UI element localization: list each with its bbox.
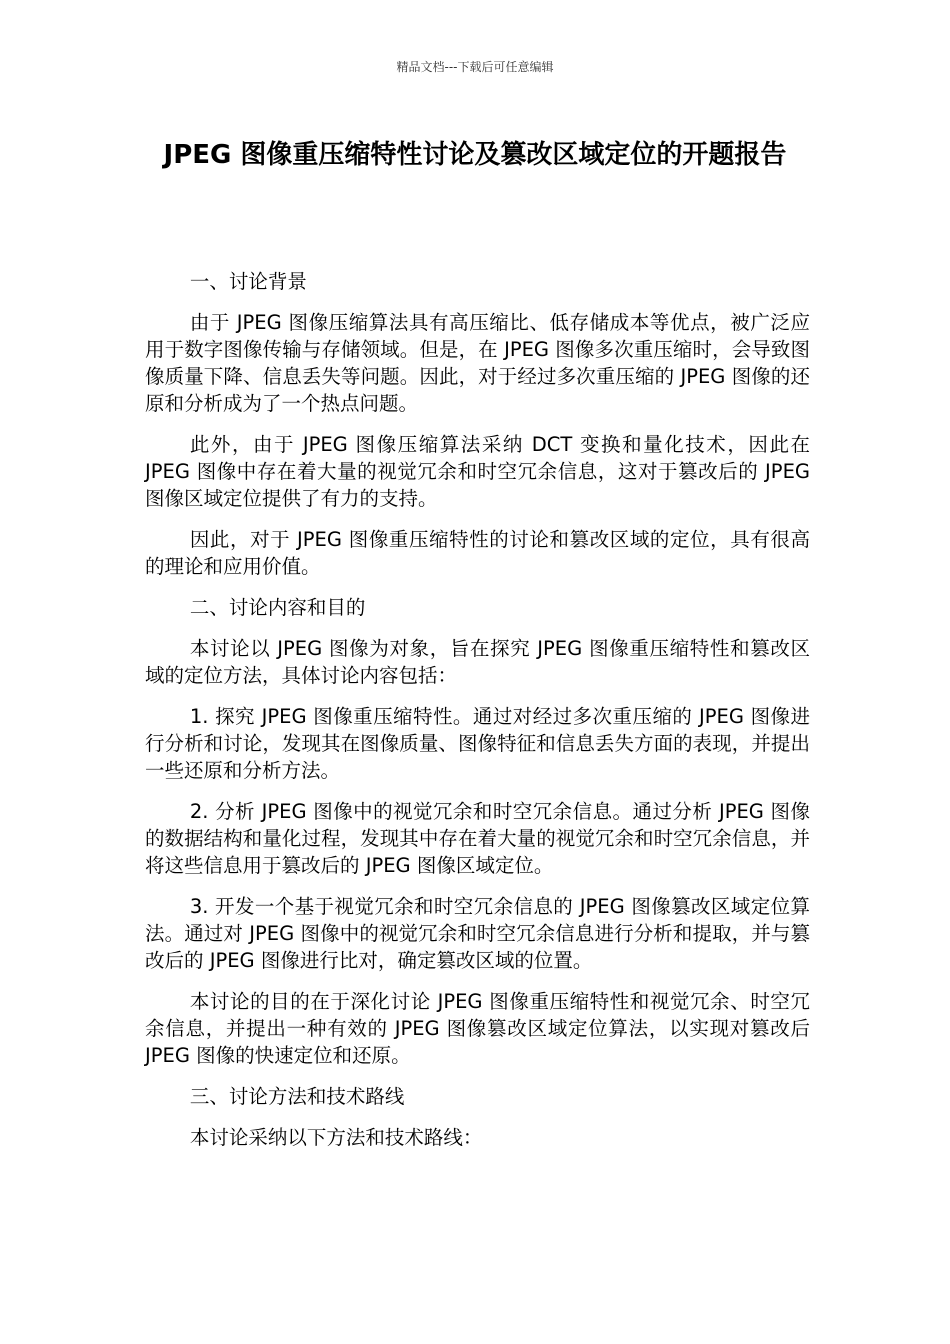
paragraph: 此外，由于 JPEG 图像压缩算法采纳 DCT 变换和量化技术，因此在 JPEG 图像中存在着大量的视觉冗余和时空冗余信息，这对于篡改后的 JPEG 图像区域定位提供了有力的支持。 [145, 433, 810, 510]
section-heading-content-purpose: 二、讨论内容和目的 [189, 596, 366, 619]
page-header: 精品文档---下载后可任意编辑 [396, 60, 554, 74]
list-item: 2. 分析 JPEG 图像中的视觉冗余和时空冗余信息。通过分析 JPEG 图像的数据结构和量化过程，发现其中存在着大量的视觉冗余和时空冗余信息，并将这些信息用于篡改后的 JPEG 图像区域定位。 [145, 800, 810, 877]
paragraph: 本讨论的目的在于深化讨论 JPEG 图像重压缩特性和视觉冗余、时空冗余信息，并提出一种有效的 JPEG 图像篡改区域定位算法，以实现对篡改后 JPEG 图像的快速定位和还原。 [145, 990, 810, 1067]
list-item: 3. 开发一个基于视觉冗余和时空冗余信息的 JPEG 图像篡改区域定位算法。通过对 JPEG 图像中的视觉冗余和时空冗余信息进行分析和提取，并与篡改后的 JPEG 图像进行比对，确定篡改区域的位置。 [145, 895, 810, 972]
paragraph: 本讨论采纳以下方法和技术路线： [189, 1126, 483, 1149]
paragraph: 本讨论以 JPEG 图像为对象，旨在探究 JPEG 图像重压缩特性和篡改区域的定位方法，具体讨论内容包括： [145, 637, 810, 687]
section-heading-background: 一、讨论背景 [189, 270, 307, 293]
document-body [145, 268, 810, 1165]
paragraph: 由于 JPEG 图像压缩算法具有高压缩比、低存储成本等优点，被广泛应用于数字图像传输与存储领域。但是，在 JPEG 图像多次重压缩时，会导致图像质量下降、信息丢失等问题。因此，对于经过多次重压缩的 JPEG 图像的还原和分析成为了一个热点问题。 [145, 311, 810, 415]
list-item: 1. 探究 JPEG 图像重压缩特性。通过对经过多次重压缩的 JPEG 图像进行分析和讨论，发现其在图像质量、图像特征和信息丢失方面的表现，并提出一些还原和分析方法。 [145, 705, 810, 782]
section-heading-method-route: 三、讨论方法和技术路线 [189, 1085, 405, 1108]
document-title: JPEG 图像重压缩特性讨论及篡改区域定位的开题报告 [163, 140, 787, 170]
paragraph: 因此，对于 JPEG 图像重压缩特性的讨论和篡改区域的定位，具有很高的理论和应用价值。 [145, 528, 810, 578]
